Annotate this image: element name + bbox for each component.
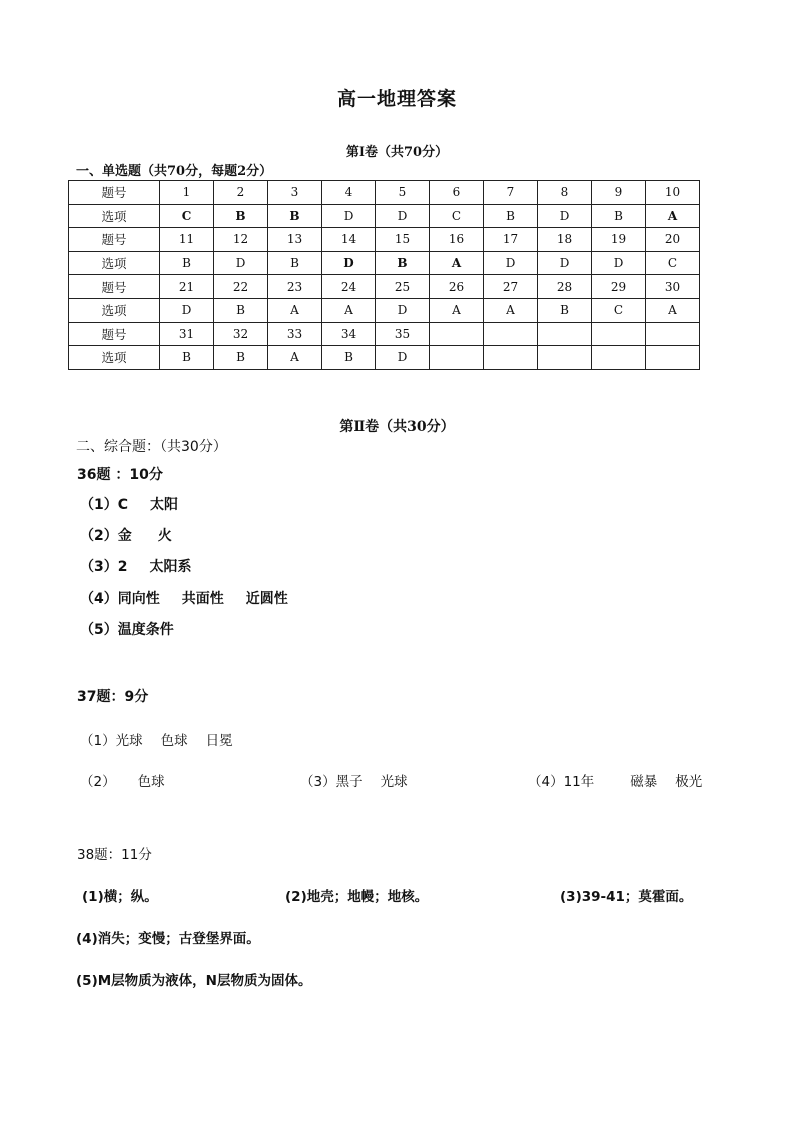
answer-cell: C xyxy=(592,298,646,322)
answer-row xyxy=(69,204,700,228)
question-number-cell: 23 xyxy=(268,275,322,299)
q36-answer-3: （3）2 太阳系 xyxy=(80,559,192,575)
q37-answer-1: （1）光球 色球 日冕 xyxy=(80,733,233,749)
q36-answer-1: （1）C 太阳 xyxy=(80,497,179,513)
q36-answer-2: （2）金 火 xyxy=(80,528,172,544)
row-label: 题号 xyxy=(69,322,160,346)
q37-answer-4: （4）11年 磁暴 极光 xyxy=(528,774,703,790)
answer-cell: C xyxy=(646,251,700,275)
row-label: 题号 xyxy=(69,181,160,205)
q36-heading: 36题 ：10分 xyxy=(77,467,163,483)
question-number-cell: 11 xyxy=(160,228,214,252)
answer-cell: B xyxy=(538,298,592,322)
answer-cell: D xyxy=(538,251,592,275)
question-number-cell: 35 xyxy=(376,322,430,346)
answer-cell: B xyxy=(160,346,214,370)
question-number-cell: 16 xyxy=(430,228,484,252)
answer-cell: A xyxy=(646,204,700,228)
answer-cell xyxy=(592,346,646,370)
answer-cell: D xyxy=(376,298,430,322)
answer-cell xyxy=(538,346,592,370)
answer-cell: A xyxy=(268,298,322,322)
q38-answer-5: (5)M层物质为液体，N层物质为固体。 xyxy=(76,973,312,989)
answer-table xyxy=(68,180,700,370)
answer-row xyxy=(69,346,700,370)
volume-1-heading: 第Ⅰ卷（共70分） xyxy=(345,145,449,160)
question-number-cell: 33 xyxy=(268,322,322,346)
answer-cell: D xyxy=(376,204,430,228)
answer-cell: D xyxy=(322,204,376,228)
answer-cell: B xyxy=(214,298,268,322)
question-number-row xyxy=(69,275,700,299)
answer-cell: B xyxy=(214,204,268,228)
question-number-cell: 5 xyxy=(376,181,430,205)
q36-answer-5: （5）温度条件 xyxy=(80,622,174,638)
answer-cell: A xyxy=(430,298,484,322)
question-number-row xyxy=(69,228,700,252)
q37-heading: 37题：9分 xyxy=(77,689,149,705)
answer-cell: B xyxy=(268,251,322,275)
question-number-cell: 13 xyxy=(268,228,322,252)
question-number-cell: 26 xyxy=(430,275,484,299)
answer-cell: C xyxy=(160,204,214,228)
answer-cell: D xyxy=(592,251,646,275)
answer-row xyxy=(69,251,700,275)
answer-cell: A xyxy=(646,298,700,322)
question-number-cell: 7 xyxy=(484,181,538,205)
question-number-cell: 27 xyxy=(484,275,538,299)
question-number-cell: 9 xyxy=(592,181,646,205)
question-number-cell: 4 xyxy=(322,181,376,205)
section-2-heading: 二、综合题：（共30分） xyxy=(76,439,227,455)
answer-cell: B xyxy=(484,204,538,228)
row-label: 题号 xyxy=(69,228,160,252)
question-number-cell: 18 xyxy=(538,228,592,252)
question-number-cell: 3 xyxy=(268,181,322,205)
question-number-cell xyxy=(538,322,592,346)
answer-cell: A xyxy=(268,346,322,370)
question-number-cell: 17 xyxy=(484,228,538,252)
q38-heading: 38题：11分 xyxy=(77,847,152,863)
answer-row xyxy=(69,298,700,322)
question-number-row xyxy=(69,322,700,346)
row-label: 题号 xyxy=(69,275,160,299)
answer-cell xyxy=(484,346,538,370)
question-number-cell: 20 xyxy=(646,228,700,252)
q38-answer-2: (2)地壳；地幔；地核。 xyxy=(285,889,429,905)
answer-cell xyxy=(646,346,700,370)
answer-cell: D xyxy=(322,251,376,275)
answer-cell: B xyxy=(268,204,322,228)
q38-answer-4: (4)消失；变慢；古登堡界面。 xyxy=(76,931,260,947)
answer-cell: D xyxy=(376,346,430,370)
section-1-heading: 一、单选题（共70分，每题2分） xyxy=(76,164,273,179)
answer-cell: D xyxy=(484,251,538,275)
answer-cell: B xyxy=(376,251,430,275)
question-number-cell: 6 xyxy=(430,181,484,205)
answer-cell xyxy=(430,346,484,370)
answer-cell: A xyxy=(430,251,484,275)
question-number-cell: 14 xyxy=(322,228,376,252)
question-number-cell: 29 xyxy=(592,275,646,299)
answer-cell: D xyxy=(538,204,592,228)
question-number-cell xyxy=(646,322,700,346)
q38-answer-1: (1)横；纵。 xyxy=(82,889,158,905)
q38-answer-3: (3)39-41；莫霍面。 xyxy=(560,889,693,905)
question-number-cell xyxy=(484,322,538,346)
volume-2-heading: 第Ⅱ卷（共30分） xyxy=(339,419,455,435)
question-number-cell: 2 xyxy=(214,181,268,205)
question-number-cell: 32 xyxy=(214,322,268,346)
question-number-cell: 31 xyxy=(160,322,214,346)
question-number-cell: 1 xyxy=(160,181,214,205)
answer-cell: D xyxy=(160,298,214,322)
answer-cell: A xyxy=(322,298,376,322)
question-number-cell: 12 xyxy=(214,228,268,252)
question-number-cell xyxy=(592,322,646,346)
question-number-cell: 30 xyxy=(646,275,700,299)
question-number-cell: 34 xyxy=(322,322,376,346)
question-number-cell xyxy=(430,322,484,346)
page-title: 高一地理答案 xyxy=(336,88,457,110)
question-number-cell: 19 xyxy=(592,228,646,252)
row-label: 选项 xyxy=(69,298,160,322)
question-number-cell: 10 xyxy=(646,181,700,205)
question-number-cell: 21 xyxy=(160,275,214,299)
answer-cell: A xyxy=(484,298,538,322)
row-label: 选项 xyxy=(69,346,160,370)
question-number-cell: 8 xyxy=(538,181,592,205)
answer-cell: C xyxy=(430,204,484,228)
answer-cell: B xyxy=(160,251,214,275)
row-label: 选项 xyxy=(69,251,160,275)
answer-cell: B xyxy=(214,346,268,370)
answer-cell: D xyxy=(214,251,268,275)
question-number-cell: 15 xyxy=(376,228,430,252)
q36-answer-4: （4）同向性 共面性 近圆性 xyxy=(80,591,288,607)
answer-cell: B xyxy=(322,346,376,370)
q37-answer-2: （2） 色球 xyxy=(80,774,165,790)
question-number-cell: 28 xyxy=(538,275,592,299)
q37-answer-3: （3）黑子 光球 xyxy=(300,774,408,790)
answer-cell: B xyxy=(592,204,646,228)
row-label: 选项 xyxy=(69,204,160,228)
question-number-cell: 25 xyxy=(376,275,430,299)
question-number-row xyxy=(69,181,700,205)
question-number-cell: 24 xyxy=(322,275,376,299)
question-number-cell: 22 xyxy=(214,275,268,299)
